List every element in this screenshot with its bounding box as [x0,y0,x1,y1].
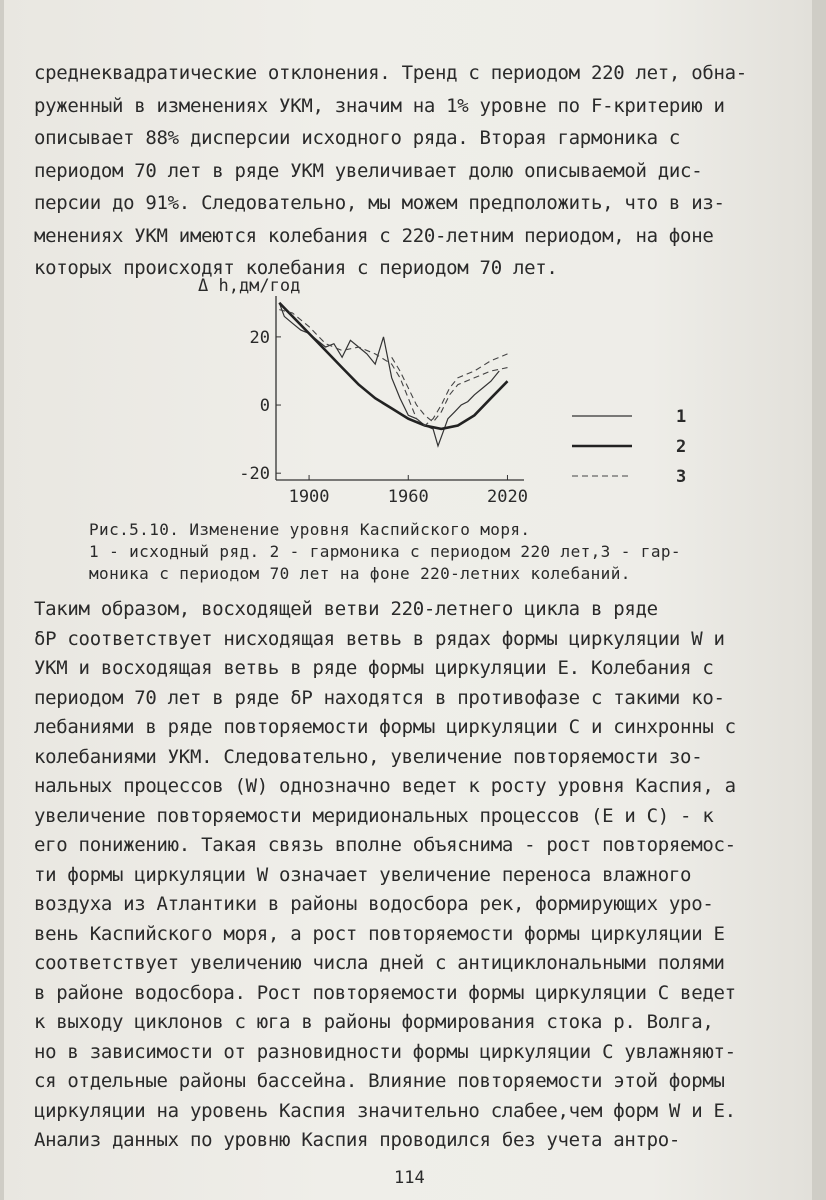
document-page [4,0,812,1200]
x-tick-label: 2020 [486,487,528,507]
legend-label-2: 2 [676,437,687,457]
paragraph2-line: Анализ данных по уровню Каспия проводился без учета антро- [34,1129,681,1151]
paragraph1-line: среднеквадратические отклонения. Тренд с периодом 220 лет, обна- [34,62,747,84]
figure-caption-line3: моника с периодом 70 лет на фоне 220-летних колебаний. [89,564,631,583]
paragraph2-line: воздуха из Атлантики в районы водосбора рек, формирующих уро- [34,893,714,915]
paragraph2-line: δP соответствует нисходящая ветвь в рядах формы циркуляции W и [34,627,725,650]
legend-label-1: 1 [676,407,687,427]
paragraph2-line: лебаниями в ряде повторяемости формы циркуляции C и синхронны с [34,716,736,738]
caspian-level-chart [4,0,812,520]
y-tick-label: 0 [259,396,270,417]
paragraph2-line: соответствует увеличению числа дней с антициклональными полями [34,952,725,974]
paragraph2-line: увеличение повторяемости меридиональных процессов (E и C) - к [34,804,714,827]
paragraph2-line: к выходу циклонов с юга в районы формирования стока р. Волга, [34,1011,714,1033]
series-3b-line [392,357,508,422]
y-tick-label: -20 [239,464,270,485]
paragraph1-line: периодом 70 лет в ряде УКМ увеличивает долю описываемой дис- [34,159,703,182]
paragraph2-line: вень Каспийского моря, а рост повторяемости формы циркуляции E [34,922,725,945]
paragraph2-line: циркуляции на уровень Каспия значительно слабее,чем форм W и E. [34,1099,736,1122]
paragraph2-line: УКМ и восходящая ветвь в ряде формы циркуляции E. Колебания с [34,657,714,679]
paragraph2-line: в районе водосбора. Рост повторяемости формы циркуляции C ведет [34,981,736,1004]
paragraph1-line: которых происходят колебания с периодом 70 лет. [34,257,558,279]
figure-caption-title: Рис.5.10. Изменение уровня Каспийского моря. [89,520,531,539]
series-1-line [279,303,499,446]
page-number: 114 [394,1168,425,1188]
paragraph1-line: описывает 88% дисперсии исходного ряда. Вторая гармоника с [34,127,681,149]
paragraph1-line: руженный в изменениях УКМ, значим на 1% уровне по F-критерию и [34,94,725,117]
x-tick-label: 1900 [288,487,330,507]
paragraph2-line: ти формы циркуляции W означает увеличение переноса влажного [34,863,692,886]
legend-label-3: 3 [676,467,687,487]
paragraph2-line: колебаниями УКМ. Следовательно, увеличение повторяемости зо- [34,745,703,768]
paragraph1-line: менениях УКМ имеются колебания с 220-летним периодом, на фоне [34,224,714,247]
paragraph1-line: персии до 91%. Следовательно, мы можем предположить, что в из- [34,192,725,214]
y-axis-label: Δ h,дм/год [198,276,301,296]
figure-caption-line2: 1 - исходный ряд. 2 - гармоника с периодом 220 лет,3 - гар- [89,542,681,561]
paragraph2-line: но в зависимости от разновидности формы циркуляции C увлажняют- [34,1040,736,1063]
y-tick-label: 20 [249,327,270,348]
x-tick-label: 1960 [387,487,429,507]
paragraph2-line: нальных процессов (W) однозначно ведет к росту уровня Каспия, а [34,775,736,797]
paragraph2-line: ся отдельные районы бассейна. Влияние повторяемости этой формы [34,1070,725,1092]
paragraph2-line: периодом 70 лет в ряде δP находятся в противофазе с такими ко- [34,686,725,709]
paragraph2-line: Таким образом, восходящей ветви 220-летнего цикла в ряде [34,598,658,620]
paragraph2-line: его понижению. Такая связь вполне объяснима - рост повторяемос- [34,834,736,856]
